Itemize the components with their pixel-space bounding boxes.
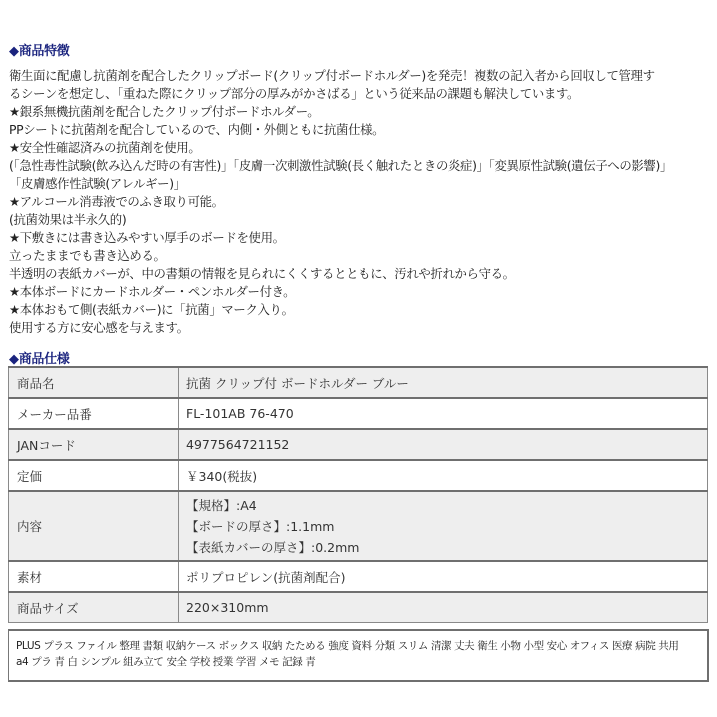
spec-value: 220×310mm [179, 592, 708, 623]
spec-table [8, 366, 708, 623]
feature-line: PPシートに抗菌剤を配合しているので、内側・外側ともに抗菌仕様。 [9, 122, 385, 137]
feature-line: ★アルコール消毒液でのふき取り可能。 [9, 194, 224, 209]
feature-line: るシーンを想定し、「重ねた際にクリップ部分の厚みがかさばる」という従来品の課題も解決しています。 [9, 86, 580, 101]
feature-line: ★本体おもて側(表紙カバー)に「抗菌」マーク入り。 [9, 302, 294, 317]
feature-line: ★下敷きには書き込みやすい厚手のボードを使用。 [9, 230, 285, 245]
spec-label: JANコード [9, 429, 179, 460]
table-row [9, 592, 708, 623]
spec-label: 内容 [9, 491, 179, 561]
spec-value-line: 【表紙カバーの厚さ】:0.2mm [186, 539, 360, 555]
spec-value: ポリプロピレン(抗菌剤配合) [179, 561, 708, 592]
keywords-line: a4 プラ 青 白 シンプル 組み立て 安全 学校 授業 学習 メモ 記録 青 [16, 656, 316, 668]
spec-value: FL-101AB 76-470 [179, 398, 708, 429]
feature-line: (「急性毒性試験(飲み込んだ時の有害性)」「皮膚一次刺激性試験(長く触れたときの炎症)」「変異原性試験(遺伝子への影響)」 [9, 158, 672, 173]
spec-label: 素材 [9, 561, 179, 592]
keywords-line: PLUS プラス ファイル 整理 書類 収納ケース ボックス 収納 たためる 強度 資料 分類 スリム 清潔 丈夫 衛生 小物 小型 安心 オフィス 医療 病院 共用 [16, 640, 679, 652]
feature-line: (抗菌効果は半永久的) [9, 212, 127, 227]
feature-line: 立ったままでも書き込める。 [9, 248, 166, 263]
table-row [9, 398, 708, 429]
feature-line: ★本体ボードにカードホルダー・ペンホルダー付き。 [9, 284, 296, 299]
features-heading: ◆商品特徴 [9, 44, 70, 59]
spec-label: 商品名 [9, 367, 179, 398]
spec-label: 定価 [9, 460, 179, 491]
table-row [9, 561, 708, 592]
spec-value-line: 【ボードの厚さ】:1.1mm [186, 518, 335, 534]
feature-line: 「皮膚感作性試験(アレルギー)」 [9, 176, 186, 191]
spec-heading: ◆商品仕様 [9, 352, 70, 367]
table-row [9, 367, 708, 398]
feature-line: 半透明の表紙カバーが、中の書類の情報を見られにくくするとともに、汚れや折れから守る。 [9, 266, 515, 281]
spec-label: メーカー品番 [9, 398, 179, 429]
feature-line: ★安全性確認済みの抗菌剤を使用。 [9, 140, 201, 155]
spec-value-multiline [179, 491, 708, 561]
keywords-box [8, 629, 709, 682]
spec-value: 4977564721152 [179, 429, 708, 460]
table-row [9, 491, 708, 561]
spec-value: ￥340(税抜) [179, 460, 708, 491]
spec-value: 抗菌 クリップ付 ボードホルダー ブルー [179, 367, 708, 398]
feature-line: 使用する方に安心感を与えます。 [9, 320, 189, 335]
spec-label: 商品サイズ [9, 592, 179, 623]
spec-value-line: 【規格】:A4 [186, 497, 257, 513]
feature-line: ★銀系無機抗菌剤を配合したクリップ付ボードホルダー。 [9, 104, 320, 119]
features-text [9, 67, 714, 337]
table-row [9, 460, 708, 491]
table-row [9, 429, 708, 460]
feature-line: 衛生面に配慮し抗菌剤を配合したクリップボード(クリップ付ボードホルダー)を発売！複数の記入者から回収して管理す [9, 68, 655, 83]
